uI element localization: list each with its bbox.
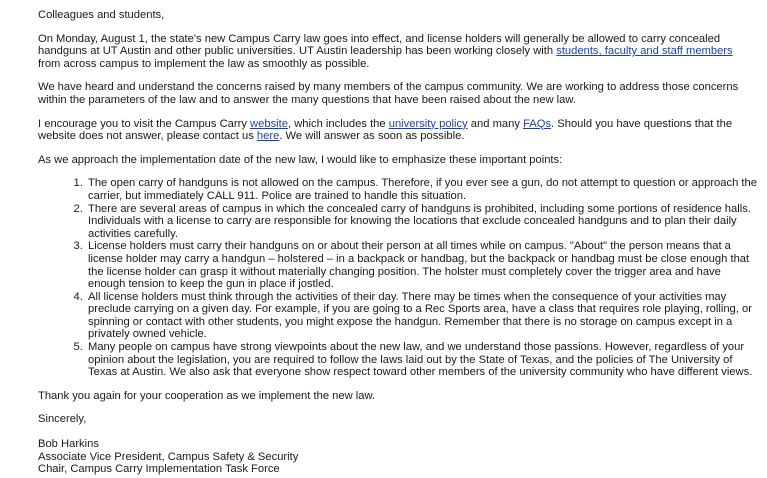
resources-text-4: . Should you have questions that the website does not answer, please contact us bbox=[38, 117, 733, 143]
list-item: 4. All license holders must think through the activities of their day. There may be times when the consequence of your activities may preclude carrying on a given day. For example, if you are going to a Rec Sports area, have a class that requires role playing, rolling, or spinning or contact with other students, you might expose the handgun. Remember that there is no storage on campus except in a privately owned vehicle. bbox=[86, 291, 757, 341]
resources-text-5: . We will answer as soon as possible. bbox=[279, 130, 465, 143]
paragraph-thanks: Thank you again for your cooperation as we implement the new law. bbox=[38, 389, 376, 402]
paragraph-concerns: We have heard and understand the concerns raised by many members of the campus community. We are working to address those concerns within the parameters of the law and to answer the many questions that have been raised about the new law. bbox=[38, 81, 739, 106]
salutation: Colleagues and students, bbox=[38, 9, 165, 21]
signature-title-1: Associate Vice President, Campus Safety & Security bbox=[38, 450, 299, 463]
paragraph-intro bbox=[38, 33, 757, 71]
intro-text-before: On Monday, August 1, the state's new Campus Carry law goes into effect, and license holders will generally be allowed to carry concealed handguns at UT Austin and other public universities. UT Austin leadership has been working closely with bbox=[38, 32, 721, 58]
signature-block bbox=[38, 438, 757, 476]
signature-title-2: Chair, Campus Carry Implementation Task Force bbox=[38, 463, 280, 476]
contact-here-link[interactable]: here bbox=[256, 130, 280, 143]
university-policy-link[interactable]: university policy bbox=[388, 117, 468, 130]
resources-text-3: and many bbox=[467, 117, 524, 130]
signature-name: Bob Harkins bbox=[38, 438, 99, 451]
list-item: 2. There are several areas of campus in which the concealed carry of handguns is prohibited, including some portions of residence halls. Individuals with a license to carry are responsible for knowing the locations that exclude concealed handguns and to plan their daily activities carefully. bbox=[86, 203, 757, 241]
intro-text-after: from across campus to implement the law as smoothly as possible. bbox=[38, 57, 370, 70]
important-points-list bbox=[38, 177, 757, 379]
list-item: 1. The open carry of handguns is not allowed on the campus. Therefore, if you ever see a gun, do not attempt to question or approach the carrier, but immediately CALL 911. Police are trained to handle this situation. bbox=[86, 177, 757, 202]
resources-text-2: , which includes the bbox=[287, 117, 389, 130]
faqs-link[interactable]: FAQs bbox=[523, 117, 552, 130]
list-item: 3. License holders must carry their handguns on or about their person at all times while on campus. "About" the person means that a license holder may carry a handgun – holstered – in a backpack or handbag, but the backpack or handbag must be close enough that the license holder can grasp it without materially changing position. The holster must completely cover the trigger area and have enough tension to keep the gun in place if jostled. bbox=[86, 240, 757, 290]
paragraph-points-intro: As we approach the implementation date of the new law, I would like to emphasize these important points: bbox=[38, 153, 563, 166]
students-faculty-staff-link[interactable]: students, faculty and staff members bbox=[556, 45, 733, 58]
paragraph-resources bbox=[38, 118, 757, 143]
list-item: 5. Many people on campus have strong viewpoints about the new law, and we understand those passions. However, regardless of your opinion about the legislation, you are required to follow the laws laid out by the State of Texas, and the policies of The University of Texas at Austin. We also ask that everyone show respect toward other members of the university community who have different views. bbox=[86, 341, 757, 379]
closing: Sincerely, bbox=[38, 413, 87, 426]
website-link[interactable]: website bbox=[250, 117, 288, 130]
resources-text-1: I encourage you to visit the Campus Carry bbox=[38, 117, 251, 130]
